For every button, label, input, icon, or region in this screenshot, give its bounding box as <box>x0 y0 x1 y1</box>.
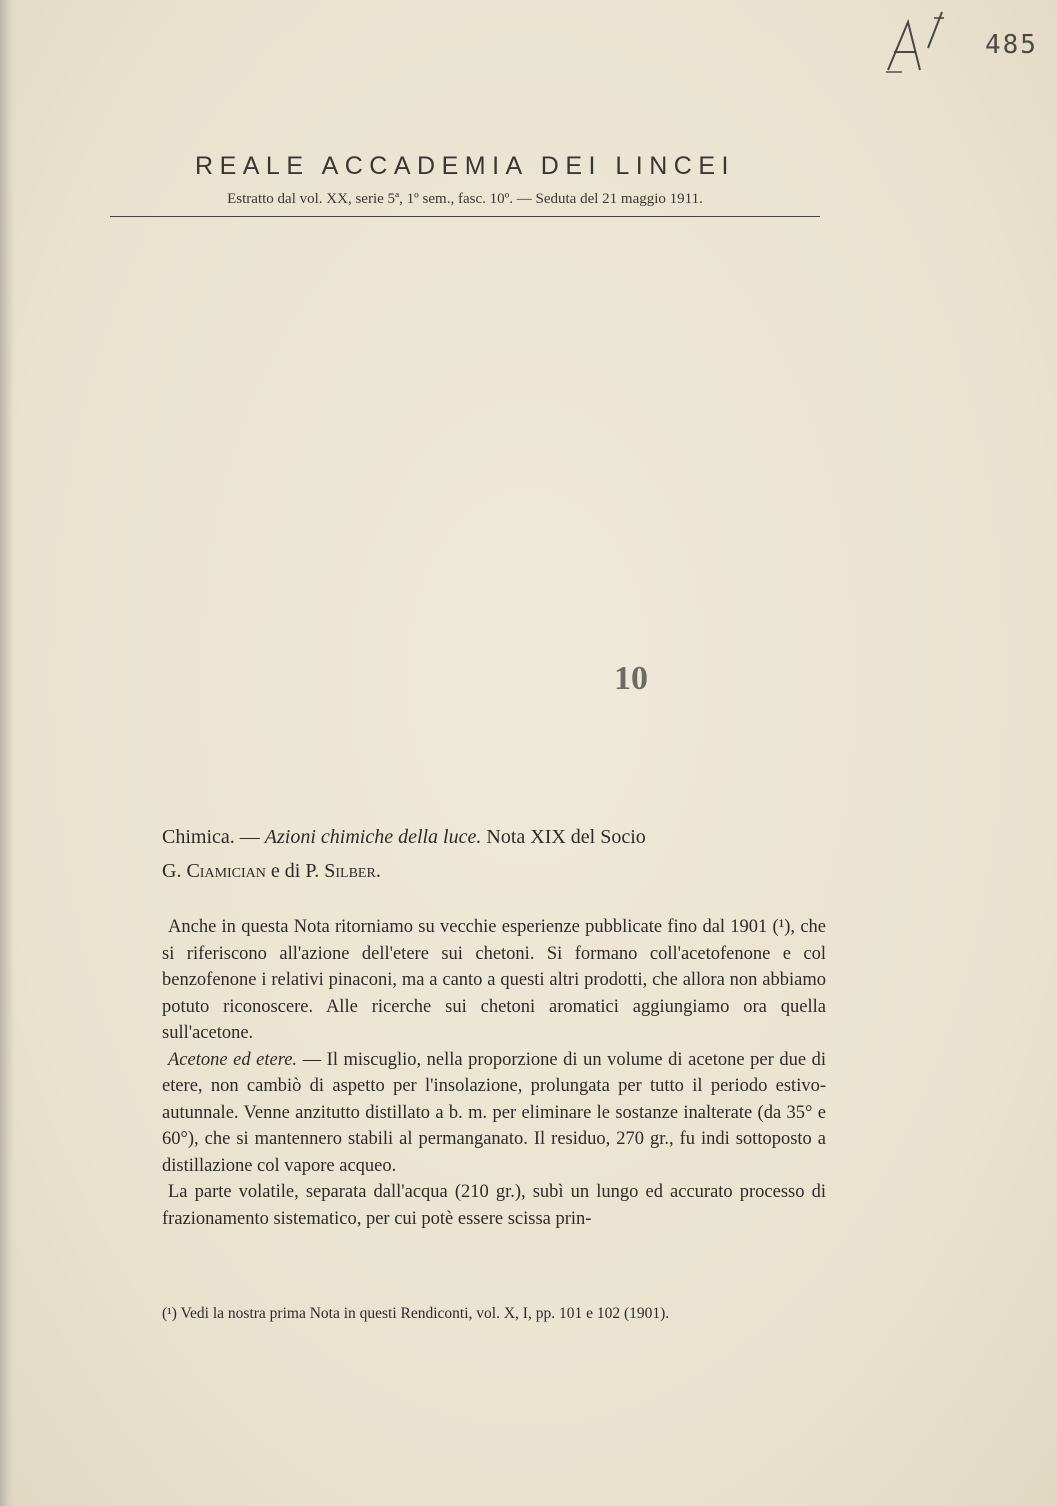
fascicle-number: 10 <box>614 660 648 697</box>
extract-info: Estratto dal vol. XX, serie 5ª, 1º sem., fasc. 10º. — Seduta del 21 maggio 1911. <box>227 191 703 207</box>
article-heading <box>162 826 842 849</box>
article-subject: Chimica. <box>162 826 235 848</box>
header-divider <box>110 216 820 217</box>
heading-dash: — <box>234 826 265 848</box>
archive-number: 485 <box>985 30 1038 60</box>
article-authors <box>162 860 381 883</box>
article-title: Azioni chimiche della luce. <box>264 826 482 848</box>
authors-prefix: G. <box>162 860 187 882</box>
footnote: (¹) Vedi la nostra prima Nota in questi Rendiconti, vol. X, I, pp. 101 e 102 (1901). <box>162 1305 670 1322</box>
paragraph-2 <box>162 1047 826 1180</box>
authors-join: e di P. <box>265 860 325 882</box>
paragraph-1: Anche in questa Nota ritorniamo su vecchie esperienze pubblicate fino dal 1901 (¹), che si riferiscono all'azione dell'etere sui chetoni. Si formano coll'acetofenone e col benzofenone i relativi pinaconi, ma a canto a questi altri prodotti, che allora non abbiamo potuto riconoscere. Alle ricerche sui chetoni aromatici aggiungiamo ora quella sull'acetone. <box>162 917 826 1043</box>
academy-title: REALE ACCADEMIA DEI LINCEI <box>195 152 735 180</box>
page-binding-edge <box>0 0 14 1506</box>
authors-suffix: . <box>375 860 381 882</box>
article-body <box>162 888 826 1232</box>
paragraph-2-heading: Acetone ed etere. <box>168 1049 298 1070</box>
paragraph-2-text: — Il miscuglio, nella proporzione di un volume di acetone per due di etere, non cambiò di aspetto per l'insolazione, prolungata per tutto il periodo estivo- autunnale. Venne anzitutto distillato a b. m. per eliminare le sostanze inalterate (da 35° e 60°), che si mantennero stabili al permanganato. Il residuo, 270 gr., fu indi sottoposto a distillazione col vapore acqueo. <box>162 1049 826 1176</box>
paragraph-3: La parte volatile, separata dall'acqua (210 gr.), subì un lungo ed accurato processo di frazionamento sistematico, per cui potè essere scissa prin- <box>162 1182 826 1229</box>
author-silber: Silber <box>324 860 376 882</box>
author-ciamician: Ciamician <box>186 860 266 882</box>
handwritten-A-mark-icon <box>880 8 950 78</box>
article-note: Nota XIX del Socio <box>481 826 646 848</box>
